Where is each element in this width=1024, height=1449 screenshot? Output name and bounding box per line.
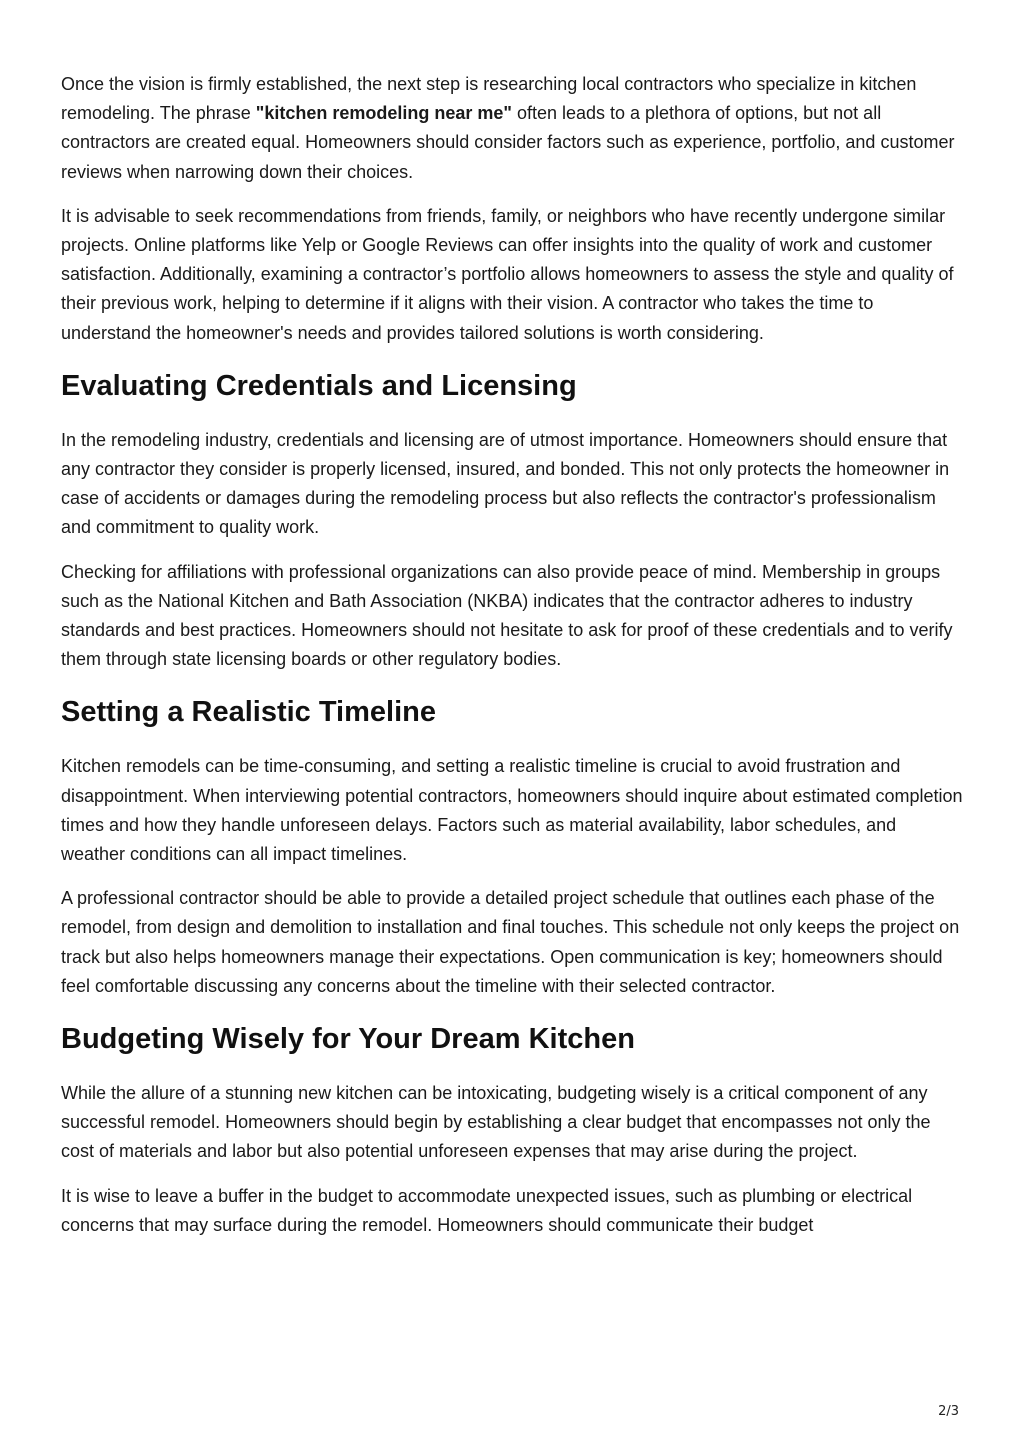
page-number: 2/3 <box>938 1404 959 1419</box>
paragraph-affiliations: Checking for affiliations with professional organizations can also provide peace of mind. Membership in groups such as the National Kitchen and Bath Association (NKBA) indicates that the contractor adheres to industry standards and best practices. Homeowners should not hesitate to ask for proof of these credentials and to verify them through state licensing boards or other regulatory bodies. <box>61 561 953 670</box>
document-page <box>61 70 965 1255</box>
paragraph-budget-buffer: It is wise to leave a buffer in the budget to accommodate unexpected issues, such as plumbing or electrical concerns that may surface during the remodel. Homeowners should communicate their budget <box>61 1185 913 1235</box>
paragraph-timeline-crucial: Kitchen remodels can be time-consuming, and setting a realistic timeline is crucial to avoid frustration and disappointment. When interviewing potential contractors, homeowners should inquire about estimated completion times and how they handle unforeseen delays. Factors such as material availability, labor schedules, and weather conditions can all impact timelines. <box>61 756 963 865</box>
heading-budgeting: Budgeting Wisely for Your Dream Kitchen <box>61 1023 635 1056</box>
paragraph-researching-contractors <box>61 70 965 187</box>
heading-realistic-timeline: Setting a Realistic Timeline <box>61 696 436 729</box>
paragraph-text: often leads to a plethora of options, but not all contractors are created equal. Homeowners should consider factors such as experience, portfolio, and customer reviews when narrowing down their choices. <box>61 103 955 182</box>
paragraph-text: Once the vision is firmly established, the next step is researching local contractors who specialize in kitchen remodeling. The phrase <box>61 74 917 124</box>
heading-credentials-licensing: Evaluating Credentials and Licensing <box>61 369 577 402</box>
bold-search-phrase: "kitchen remodeling near me" <box>255 103 512 124</box>
paragraph-credentials-importance: In the remodeling industry, credentials and licensing are of utmost importance. Homeowners should ensure that any contractor they consider is properly licensed, insured, and bonded. This not only protects the homeowner in case of accidents or damages during the remodeling process but also reflects the contractor's professionalism and commitment to quality work. <box>61 429 950 538</box>
paragraph-project-schedule: A professional contractor should be able to provide a detailed project schedule that outlines each phase of the remodel, from design and demolition to installation and final touches. This schedule not only keeps the project on track but also helps homeowners manage their expectations. Open communication is key; homeowners should feel comfortable discussing any concerns about the timeline with their selected contractor. <box>61 888 960 996</box>
paragraph-recommendations: It is advisable to seek recommendations from friends, family, or neighbors who have recently undergone similar projects. Online platforms like Yelp or Google Reviews can offer insights into the quality of work and customer satisfaction. Additionally, examining a contractor’s portfolio allows homeowners to assess the style and quality of their previous work, helping to determine if it aligns with their vision. A contractor who takes the time to understand the homeowner's needs and provides tailored solutions is worth considering. <box>61 205 954 343</box>
paragraph-budget-component: While the allure of a stunning new kitchen can be intoxicating, budgeting wisely is a critical component of any successful remodel. Homeowners should begin by establishing a clear budget that encompasses not only the cost of materials and labor but also potential unforeseen expenses that may arise during the project. <box>61 1083 931 1162</box>
